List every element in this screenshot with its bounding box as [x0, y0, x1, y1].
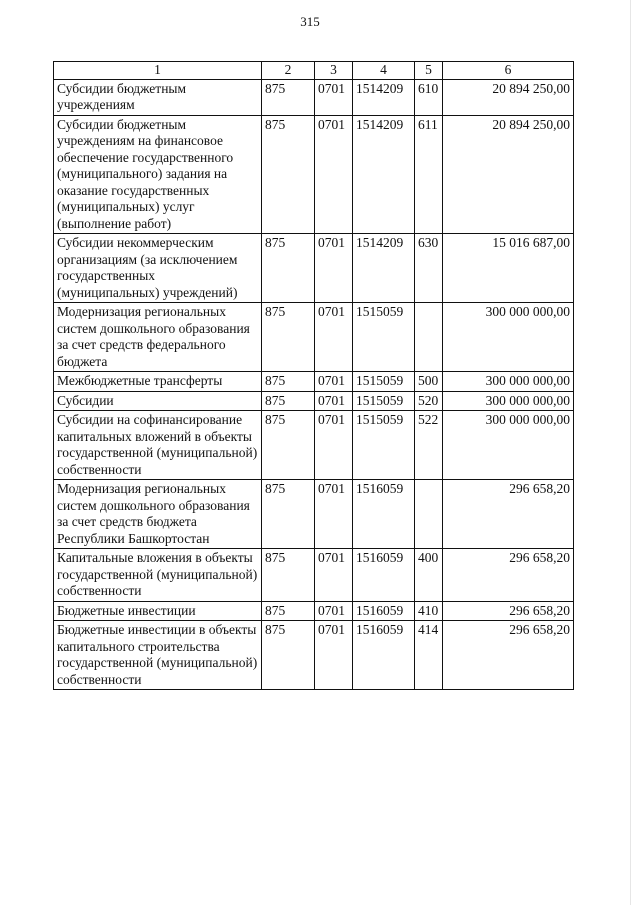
column-header: 4 [353, 62, 415, 80]
ministry-code: 875 [262, 601, 315, 621]
section-code: 0701 [315, 601, 353, 621]
target-code: 1514209 [353, 234, 415, 303]
section-code: 0701 [315, 234, 353, 303]
row-name: Субсидии [54, 391, 262, 411]
amount: 300 000 000,00 [443, 411, 574, 480]
row-name: Межбюджетные трансферты [54, 372, 262, 392]
ministry-code: 875 [262, 549, 315, 602]
table-row [54, 79, 574, 115]
amount: 15 016 687,00 [443, 234, 574, 303]
amount: 296 658,20 [443, 621, 574, 690]
table-row [54, 303, 574, 372]
section-code: 0701 [315, 79, 353, 115]
table-row [54, 234, 574, 303]
target-code: 1515059 [353, 391, 415, 411]
amount: 296 658,20 [443, 601, 574, 621]
ministry-code: 875 [262, 303, 315, 372]
target-code: 1516059 [353, 480, 415, 549]
ministry-code: 875 [262, 372, 315, 392]
table-row [54, 480, 574, 549]
expense-type-code: 400 [415, 549, 443, 602]
expense-type-code [415, 303, 443, 372]
amount: 300 000 000,00 [443, 372, 574, 392]
amount: 300 000 000,00 [443, 391, 574, 411]
table-header-row [54, 62, 574, 80]
table-row [54, 391, 574, 411]
section-code: 0701 [315, 621, 353, 690]
page-number: 315 [300, 14, 320, 29]
budget-table [53, 61, 574, 690]
column-header: 1 [54, 62, 262, 80]
expense-type-code: 520 [415, 391, 443, 411]
target-code: 1515059 [353, 303, 415, 372]
target-code: 1516059 [353, 621, 415, 690]
ministry-code: 875 [262, 234, 315, 303]
target-code: 1516059 [353, 601, 415, 621]
ministry-code: 875 [262, 115, 315, 234]
row-name: Бюджетные инвестиции в объекты капитального строительства государственной (муниципальной) собственности [54, 621, 262, 690]
section-code: 0701 [315, 480, 353, 549]
column-header: 2 [262, 62, 315, 80]
expense-type-code: 414 [415, 621, 443, 690]
row-name: Модернизация региональных систем дошкольного образования за счет средств федерального бюджета [54, 303, 262, 372]
target-code: 1515059 [353, 372, 415, 392]
column-header: 3 [315, 62, 353, 80]
expense-type-code [415, 480, 443, 549]
expense-type-code: 630 [415, 234, 443, 303]
amount: 296 658,20 [443, 480, 574, 549]
section-code: 0701 [315, 391, 353, 411]
table-row [54, 411, 574, 480]
table-row [54, 372, 574, 392]
expense-type-code: 611 [415, 115, 443, 234]
section-code: 0701 [315, 115, 353, 234]
section-code: 0701 [315, 372, 353, 392]
target-code: 1514209 [353, 79, 415, 115]
row-name: Субсидии бюджетным учреждениям [54, 79, 262, 115]
row-name: Модернизация региональных систем дошкольного образования за счет средств бюджета Республики Башкортостан [54, 480, 262, 549]
amount: 20 894 250,00 [443, 79, 574, 115]
amount: 20 894 250,00 [443, 115, 574, 234]
target-code: 1514209 [353, 115, 415, 234]
page-edge-line [630, 0, 631, 905]
table-row [54, 115, 574, 234]
expense-type-code: 410 [415, 601, 443, 621]
expense-type-code: 522 [415, 411, 443, 480]
row-name: Бюджетные инвестиции [54, 601, 262, 621]
table-row [54, 549, 574, 602]
ministry-code: 875 [262, 480, 315, 549]
ministry-code: 875 [262, 79, 315, 115]
expense-type-code: 610 [415, 79, 443, 115]
row-name: Субсидии на софинансирование капитальных вложений в объекты государственной (муниципальной) собственности [54, 411, 262, 480]
amount: 300 000 000,00 [443, 303, 574, 372]
column-header: 5 [415, 62, 443, 80]
target-code: 1516059 [353, 549, 415, 602]
ministry-code: 875 [262, 411, 315, 480]
section-code: 0701 [315, 549, 353, 602]
table-row [54, 601, 574, 621]
row-name: Субсидии бюджетным учреждениям на финансовое обеспечение государственного (муниципального) задания на оказание государственных (муниципальных) услуг (выполнение работ) [54, 115, 262, 234]
row-name: Капитальные вложения в объекты государственной (муниципальной) собственности [54, 549, 262, 602]
section-code: 0701 [315, 411, 353, 480]
column-header: 6 [443, 62, 574, 80]
table-row [54, 621, 574, 690]
ministry-code: 875 [262, 621, 315, 690]
row-name: Субсидии некоммерческим организациям (за исключением государственных (муниципальных) учреждений) [54, 234, 262, 303]
amount: 296 658,20 [443, 549, 574, 602]
ministry-code: 875 [262, 391, 315, 411]
target-code: 1515059 [353, 411, 415, 480]
expense-type-code: 500 [415, 372, 443, 392]
section-code: 0701 [315, 303, 353, 372]
